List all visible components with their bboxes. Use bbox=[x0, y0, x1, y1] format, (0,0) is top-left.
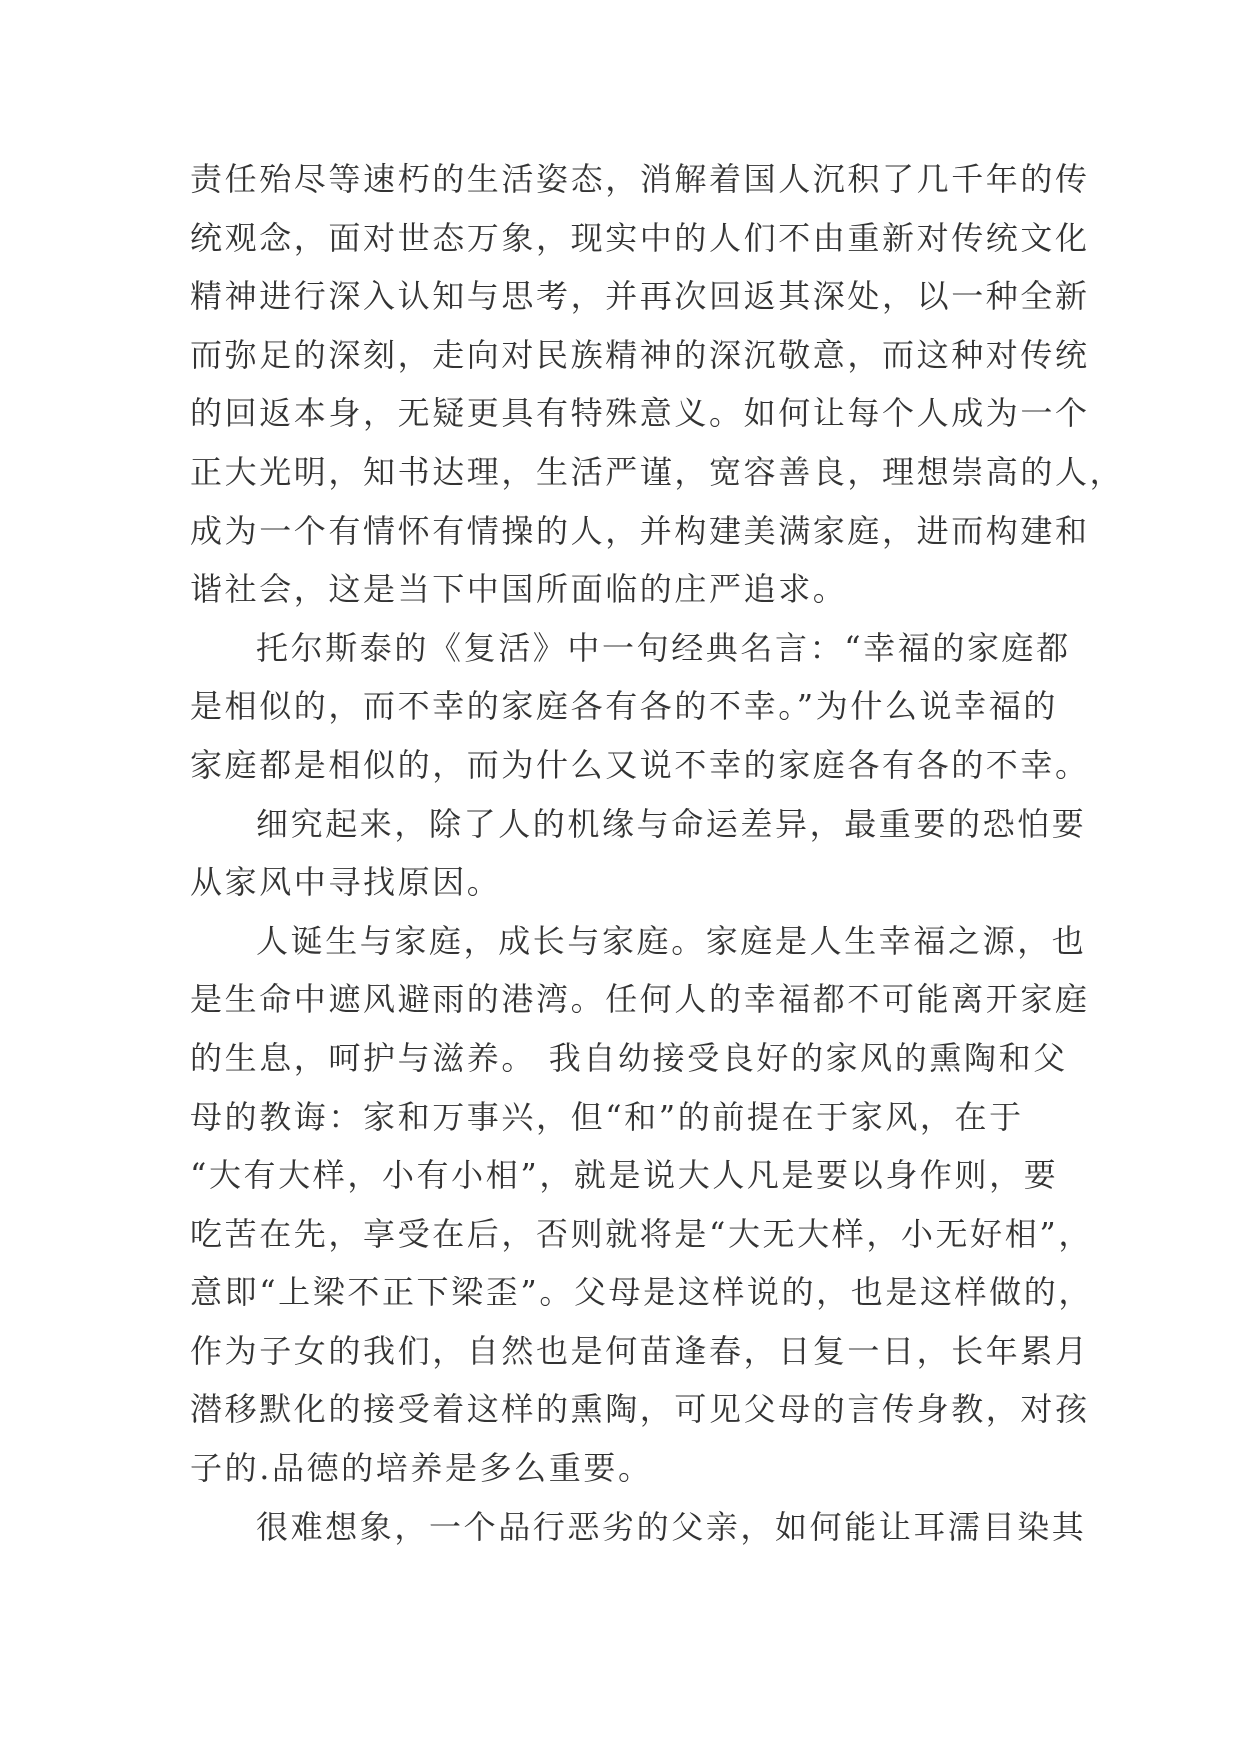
text-line: 母的教诲：家和万事兴，但“和”的前提在于家风，在于 bbox=[190, 1097, 1024, 1136]
paragraph-start-line: 细究起来，除了人的机缘与命运差异，最重要的恐怕要 bbox=[256, 804, 1087, 843]
text-line: 意即“上梁不正下梁歪”。父母是这样说的，也是这样做的， bbox=[190, 1273, 1093, 1312]
text-line: 正大光明，知书达理，生活严谨，宽容善良，理想崇高的人， bbox=[190, 452, 1125, 491]
text-line: 统观念，面对世态万象，现实中的人们不由重新对传统文化 bbox=[190, 218, 1090, 257]
text-line: 而弥足的深刻，走向对民族精神的深沉敬意，而这种对传统 bbox=[190, 335, 1090, 374]
text-line: 从家风中寻找原因。 bbox=[190, 863, 502, 902]
paragraph-start-line: 人诞生与家庭，成长与家庭。家庭是人生幸福之源，也 bbox=[256, 921, 1087, 960]
text-line: 家庭都是相似的，而为什么又说不幸的家庭各有各的不幸。 bbox=[190, 745, 1090, 784]
text-line: 吃苦在先，享受在后，否则就将是“大无大样，小无好相”， bbox=[190, 1214, 1093, 1253]
text-line: 潜移默化的接受着这样的熏陶，可见父母的言传身教，对孩 bbox=[190, 1390, 1090, 1429]
text-line: 谐社会，这是当下中国所面临的庄严追求。 bbox=[190, 570, 848, 609]
paragraph-start-line: 很难想象，一个品行恶劣的父亲，如何能让耳濡目染其 bbox=[256, 1507, 1087, 1546]
text-line: 的回返本身，无疑更具有特殊意义。如何让每个人成为一个 bbox=[190, 394, 1090, 433]
text-line: 是相似的，而不幸的家庭各有各的不幸。”为什么说幸福的 bbox=[190, 687, 1058, 726]
paragraph-start-line: 托尔斯泰的《复活》中一句经典名言：“幸福的家庭都 bbox=[256, 628, 1071, 667]
text-line: “大有大样，小有小相”，就是说大人凡是要以身作则，要 bbox=[190, 1156, 1059, 1195]
text-line: 是生命中遮风避雨的港湾。任何人的幸福都不可能离开家庭 bbox=[190, 980, 1090, 1019]
body-text bbox=[190, 150, 1125, 1556]
text-line: 子的.品德的培养是多么重要。 bbox=[190, 1449, 653, 1488]
text-line: 责任殆尽等速朽的生活姿态，消解着国人沉积了几千年的传 bbox=[190, 160, 1090, 198]
text-line: 的生息，呵护与滋养。 我自幼接受良好的家风的熏陶和父 bbox=[190, 1038, 1068, 1077]
text-line: 成为一个有情怀有情操的人，并构建美满家庭，进而构建和 bbox=[190, 511, 1090, 550]
text-line: 精神进行深入认知与思考，并再次回返其深处，以一种全新 bbox=[190, 277, 1090, 316]
text-line: 作为子女的我们，自然也是何苗逢春，日复一日，长年累月 bbox=[190, 1331, 1090, 1370]
